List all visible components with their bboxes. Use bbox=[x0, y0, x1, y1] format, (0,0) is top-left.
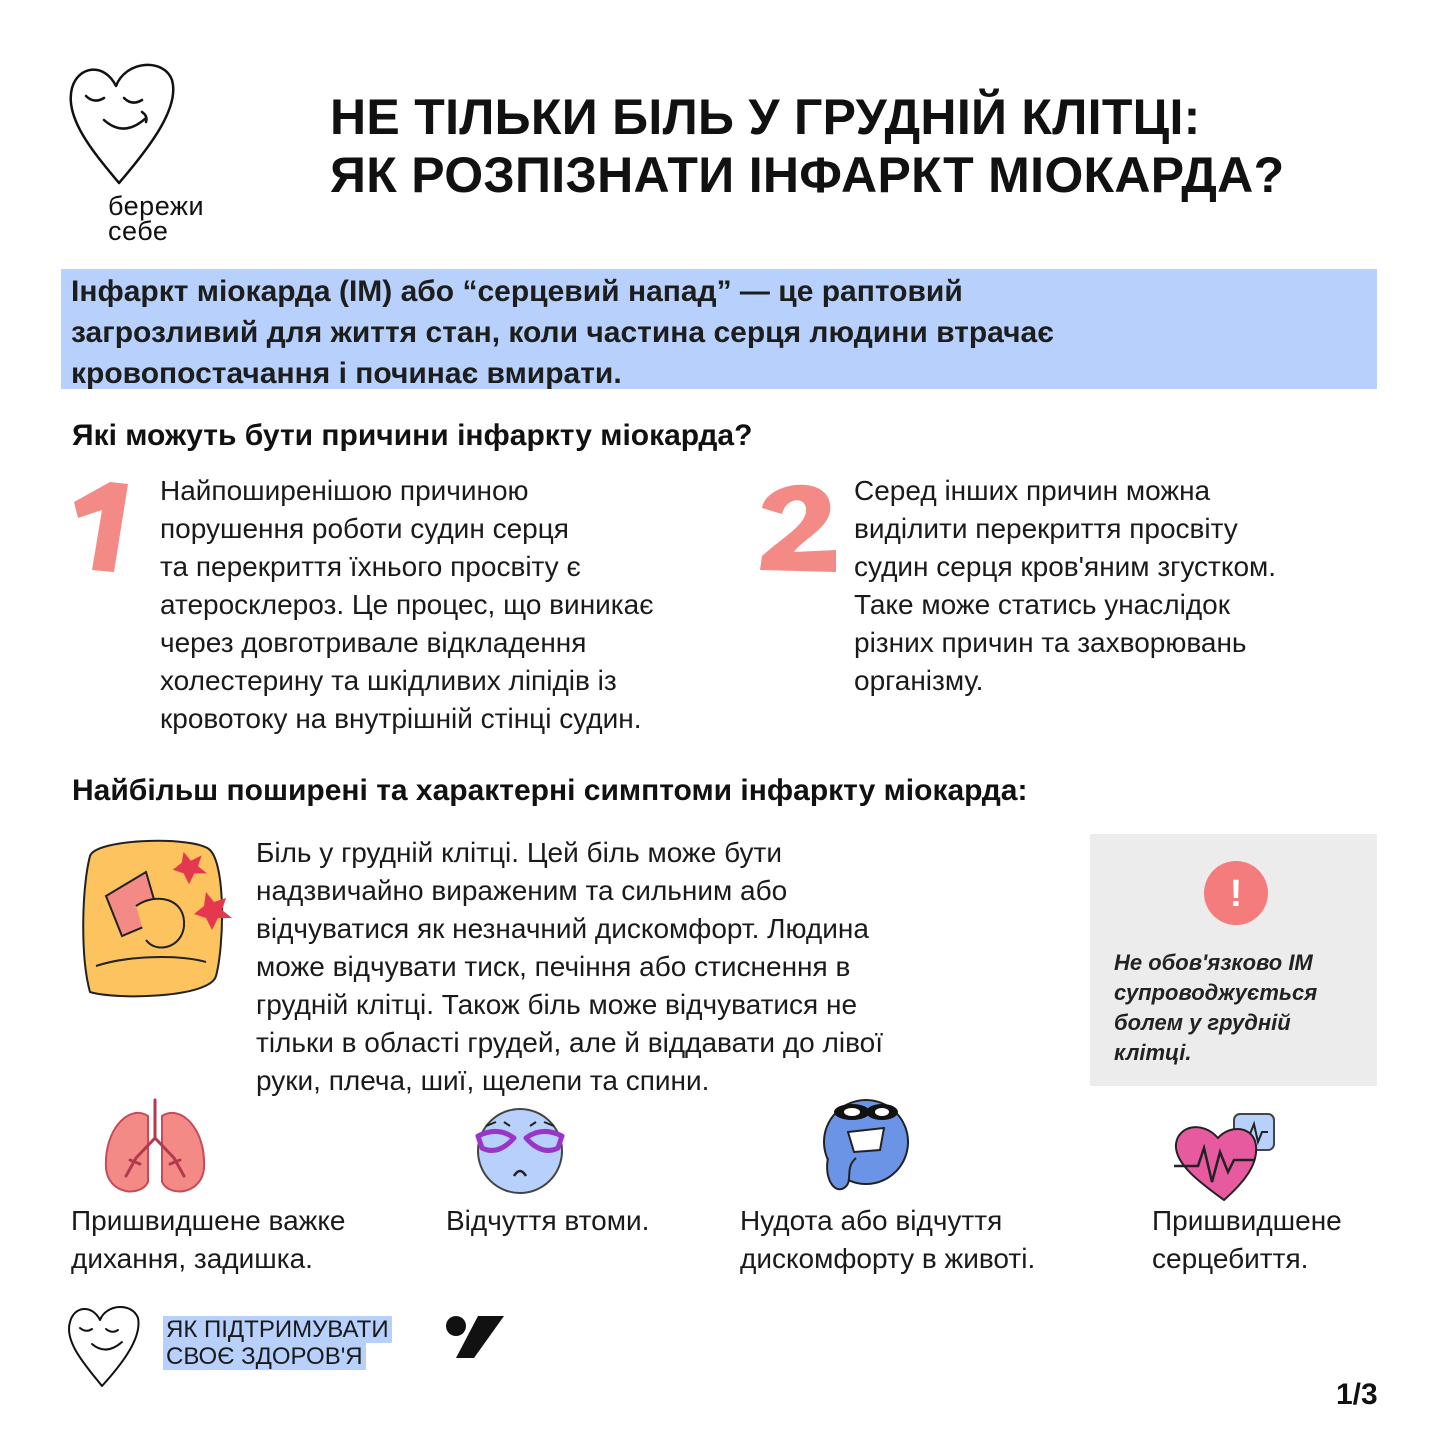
symptom-line: Відчуття втоми. bbox=[446, 1205, 650, 1236]
symptom-line: дискомфорту в животі. bbox=[740, 1243, 1036, 1274]
symptom-nausea-label bbox=[740, 1202, 1035, 1278]
note-line: супроводжується bbox=[1114, 980, 1318, 1005]
cause-1-line: атеросклероз. Це процес, що виникає bbox=[160, 589, 654, 620]
alert-icon bbox=[1203, 860, 1269, 926]
nausea-face-icon bbox=[814, 1098, 918, 1198]
title-line-2: ЯК РОЗПІЗНАТИ ІНФАРКТ МІОКАРДА? bbox=[330, 147, 1285, 203]
symptom-fatigue-label bbox=[446, 1202, 649, 1240]
note-line: болем у грудній bbox=[1114, 1010, 1291, 1035]
brand-line-1: бережи bbox=[108, 191, 205, 221]
symptom-line: Нудота або відчуття bbox=[740, 1205, 1003, 1236]
symptom-line: дихання, задишка. bbox=[71, 1243, 313, 1274]
partner-logo-icon bbox=[444, 1314, 506, 1360]
chest-pain-line: відчуватися як незначний дискомфорт. Людина bbox=[256, 913, 869, 944]
footer-tagline bbox=[163, 1316, 392, 1370]
cause-2-text bbox=[854, 472, 1394, 700]
heartbeat-icon bbox=[1172, 1112, 1282, 1204]
cause-2-line: Серед інших причин можна bbox=[854, 475, 1211, 506]
symptom-heartbeat-label bbox=[1152, 1202, 1342, 1278]
symptoms-heading: Найбільш поширені та характерні симптоми інфаркту міокарда: bbox=[72, 774, 1028, 807]
cause-number-1 bbox=[66, 476, 138, 581]
chest-pain-line: може відчувати тиск, печіння або стиснення в bbox=[256, 951, 851, 982]
cause-1-line: кровотоку на внутрішній стінці судин. bbox=[160, 703, 642, 734]
cause-1-line: через довготривале відкладення bbox=[160, 627, 587, 658]
intro-highlight bbox=[61, 269, 1377, 389]
footer-line-1: ЯК ПІДТРИМУВАТИ bbox=[163, 1316, 392, 1343]
symptom-line: Пришвидшене важке bbox=[71, 1205, 346, 1236]
number-two-icon bbox=[756, 478, 840, 574]
tired-face-icon bbox=[470, 1106, 570, 1196]
cause-1-line: холестерину та шкідливих ліпідів із bbox=[160, 665, 617, 696]
chest-pain-line: тільки в області грудей, але й віддавати до лівої bbox=[256, 1027, 883, 1058]
intro-line-2: загрозливий для життя стан, коли частина серця людини втрачає bbox=[71, 316, 1054, 349]
smiling-heart-icon bbox=[64, 58, 194, 188]
footer-heart-logo-icon bbox=[64, 1302, 144, 1390]
title-line-1: НЕ ТІЛЬКИ БІЛЬ У ГРУДНІЙ КЛІТЦІ: bbox=[330, 89, 1201, 145]
symptom-line: Пришвидшене bbox=[1152, 1205, 1342, 1236]
causes-heading: Які можуть бути причини інфаркту міокарда? bbox=[72, 419, 753, 452]
cause-2-line: Таке може статись унаслідок bbox=[854, 589, 1230, 620]
chest-pain-line: руки, плеча, шиї, щелепи та спини. bbox=[256, 1065, 710, 1096]
page-number: 1/3 bbox=[1336, 1378, 1378, 1411]
note-text bbox=[1114, 948, 1364, 1068]
alert-symbol: ! bbox=[1229, 873, 1243, 915]
note-line: клітці. bbox=[1114, 1040, 1192, 1065]
number-one-icon bbox=[66, 476, 138, 576]
symptom-line: серцебиття. bbox=[1152, 1243, 1309, 1274]
note-box bbox=[1090, 834, 1377, 1086]
chest-pain-line: Біль у грудній клітці. Цей біль може бути bbox=[256, 837, 782, 868]
intro-line-1: Інфаркт міокарда (ІМ) або “серцевий напад” — це раптовий bbox=[71, 275, 963, 308]
cause-1-line: порушення роботи судин серця bbox=[160, 513, 569, 544]
cause-2-line: різних причин та захворювань bbox=[854, 627, 1247, 658]
cause-2-line: судин серця кров'яним згустком. bbox=[854, 551, 1277, 582]
lungs-icon bbox=[100, 1098, 210, 1200]
cause-number-2 bbox=[756, 478, 840, 579]
chest-pain-line: грудній клітці. Також біль може відчуватися не bbox=[256, 989, 858, 1020]
cause-2-line: виділити перекриття просвіту bbox=[854, 513, 1238, 544]
chest-pain-illustration bbox=[76, 836, 246, 1011]
cause-1-text bbox=[160, 472, 780, 738]
page-title bbox=[330, 88, 1390, 204]
chest-pain-line: надзвичайно вираженим та сильним або bbox=[256, 875, 788, 906]
chest-pain-text bbox=[256, 834, 1056, 1100]
symptom-breathing-label bbox=[71, 1202, 346, 1278]
footer-line-2: СВОЄ ЗДОРОВ'Я bbox=[163, 1343, 366, 1370]
cause-1-line: Найпоширенішою причиною bbox=[160, 475, 529, 506]
cause-2-line: організму. bbox=[854, 665, 984, 696]
chest-pain-icon bbox=[76, 836, 246, 1006]
note-line: Не обов'язково ІМ bbox=[1114, 950, 1313, 975]
intro-line-3: кровопостачання і починає вмирати. bbox=[71, 357, 622, 390]
brand-line-2: себе bbox=[108, 216, 169, 246]
brand-logo bbox=[64, 58, 244, 248]
brand-name bbox=[108, 191, 205, 246]
cause-1-line: та перекриття їхнього просвіту є bbox=[160, 551, 581, 582]
